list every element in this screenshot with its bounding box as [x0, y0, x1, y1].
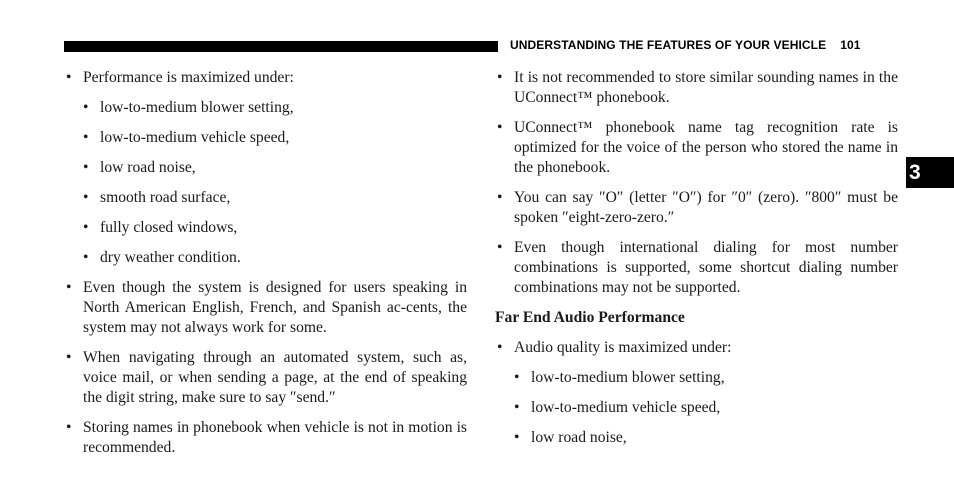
- header-title: UNDERSTANDING THE FEATURES OF YOUR VEHICLE: [510, 38, 827, 52]
- list-item: • low road noise,: [81, 158, 467, 178]
- list-item: • Even though the system is designed for users speaking in North American English, French, and Spanish ac-cents, the system may not always work for some.: [64, 278, 467, 338]
- list-item: • Audio quality is maximized under:: [495, 338, 898, 358]
- list-item: • smooth road surface,: [81, 188, 467, 208]
- list-item: • Even though international dialing for most number combinations is supported, some shortcut dialing number combinations may not be supported.: [495, 238, 898, 298]
- list-item: • fully closed windows,: [81, 218, 467, 238]
- list-item: • low-to-medium vehicle speed,: [512, 398, 898, 418]
- list-item: • Performance is maximized under:: [64, 68, 467, 88]
- section-heading: Far End Audio Performance: [495, 309, 685, 326]
- list-item: • low-to-medium vehicle speed,: [81, 128, 467, 148]
- header-rule: [64, 41, 498, 52]
- list-item: • When navigating through an automated system, such as, voice mail, or when sending a page, at the end of speaking the digit string, make sure to say ″send.″: [64, 348, 467, 408]
- list-item: • low road noise,: [512, 428, 898, 448]
- list-item: • Storing names in phonebook when vehicle is not in motion is recommended.: [64, 418, 467, 458]
- list-item: • It is not recommended to store similar sounding names in the UConnect™ phonebook.: [495, 68, 898, 108]
- chapter-tab: 3: [906, 157, 954, 188]
- right-column: [495, 68, 898, 458]
- right-bullet-list-bottom: [495, 338, 898, 448]
- right-bullet-list-top: [495, 68, 898, 298]
- running-header: [510, 38, 900, 52]
- page-number: 101: [840, 38, 861, 52]
- list-item: • low-to-medium blower setting,: [512, 368, 898, 388]
- list-item: • You can say ″O″ (letter ″O″) for ″0″ (zero). ″800″ must be spoken ″eight-zero-zero.″: [495, 188, 898, 228]
- list-item: • dry weather condition.: [81, 248, 467, 268]
- left-bullet-list: [64, 68, 467, 458]
- list-item: • low-to-medium blower setting,: [81, 98, 467, 118]
- left-column: [64, 68, 467, 468]
- list-item: • UConnect™ phonebook name tag recognition rate is optimized for the voice of the person who stored the name in the phonebook.: [495, 118, 898, 178]
